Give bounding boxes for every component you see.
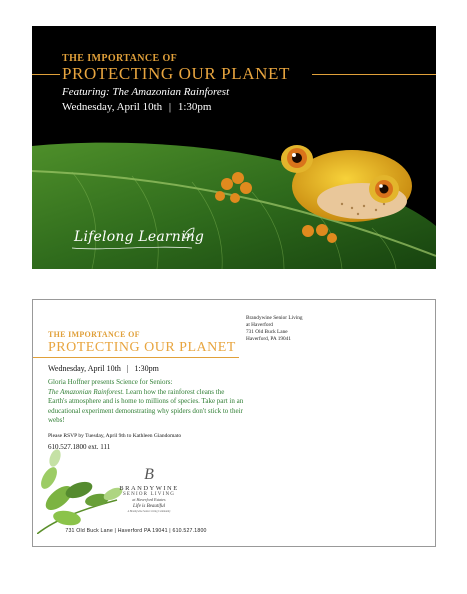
back-eyebrow: THE IMPORTANCE OF <box>48 330 140 339</box>
back-separator: | <box>126 364 129 373</box>
presenter-line: Gloria Hoffner presents Science for Seniors: <box>48 378 173 386</box>
address-line: 731 Old Buck Lane <box>246 329 288 335</box>
event-description <box>48 378 244 426</box>
front-headline: PROTECTING OUR PLANET <box>62 64 290 83</box>
description-text: Learn how the rainforest cleans the Earth's atmosphere and is home to millions of species. Take part in an educational experiment demonstrating why spiders don't stick to their webs! <box>48 387 244 425</box>
postcard-back <box>32 299 436 547</box>
rsvp-phone: 610.527.1800 ext. 111 <box>48 443 111 451</box>
brand-monogram: B <box>144 466 154 483</box>
address-line: Haverford, PA 19041 <box>246 336 291 342</box>
mailing-address <box>246 315 303 343</box>
address-line: Brandywine Senior Living <box>246 315 303 321</box>
brandywine-logo <box>101 467 197 513</box>
brand-fineprint: A Brandywine Senior Living Community <box>127 510 171 513</box>
front-time: 1:30pm <box>177 101 212 113</box>
footer-contact: 731 Old Buck Lane | Haverford PA 19041 | 610.527.1800 <box>65 528 207 534</box>
front-rule-right <box>312 74 436 75</box>
address-line: at Haverford <box>246 322 273 328</box>
back-date-time <box>48 364 159 373</box>
front-rule-left <box>32 74 60 75</box>
brand-name: BRANDYWINE <box>119 485 179 492</box>
front-separator: | <box>168 101 172 113</box>
postcard-front <box>32 26 436 269</box>
front-featuring: Featuring: The Amazonian Rainforest <box>62 86 230 98</box>
back-time: 1:30pm <box>134 364 159 373</box>
back-date: Wednesday, April 10th <box>48 364 121 373</box>
front-eyebrow: THE IMPORTANCE OF <box>62 53 178 64</box>
rsvp-line: Please RSVP by Tuesday, April 9th to Kathleen Giandomato <box>48 433 182 439</box>
brand-sub: SENIOR LIVING <box>122 492 176 497</box>
topic-title: The Amazonian Rainforest. <box>48 387 125 396</box>
front-date-time <box>62 101 211 113</box>
logo-underline-icon <box>72 245 192 251</box>
leaf-sprout-icon <box>182 226 196 240</box>
lifelong-learning-logo: Lifelong Learning <box>74 229 205 245</box>
front-date: Wednesday, April 10th <box>62 101 163 113</box>
back-headline: PROTECTING OUR PLANET <box>48 340 236 355</box>
brand-location: at Haverford Estates <box>132 497 166 502</box>
brand-tagline: Life is Beautiful <box>133 504 165 509</box>
back-rule <box>33 357 239 358</box>
